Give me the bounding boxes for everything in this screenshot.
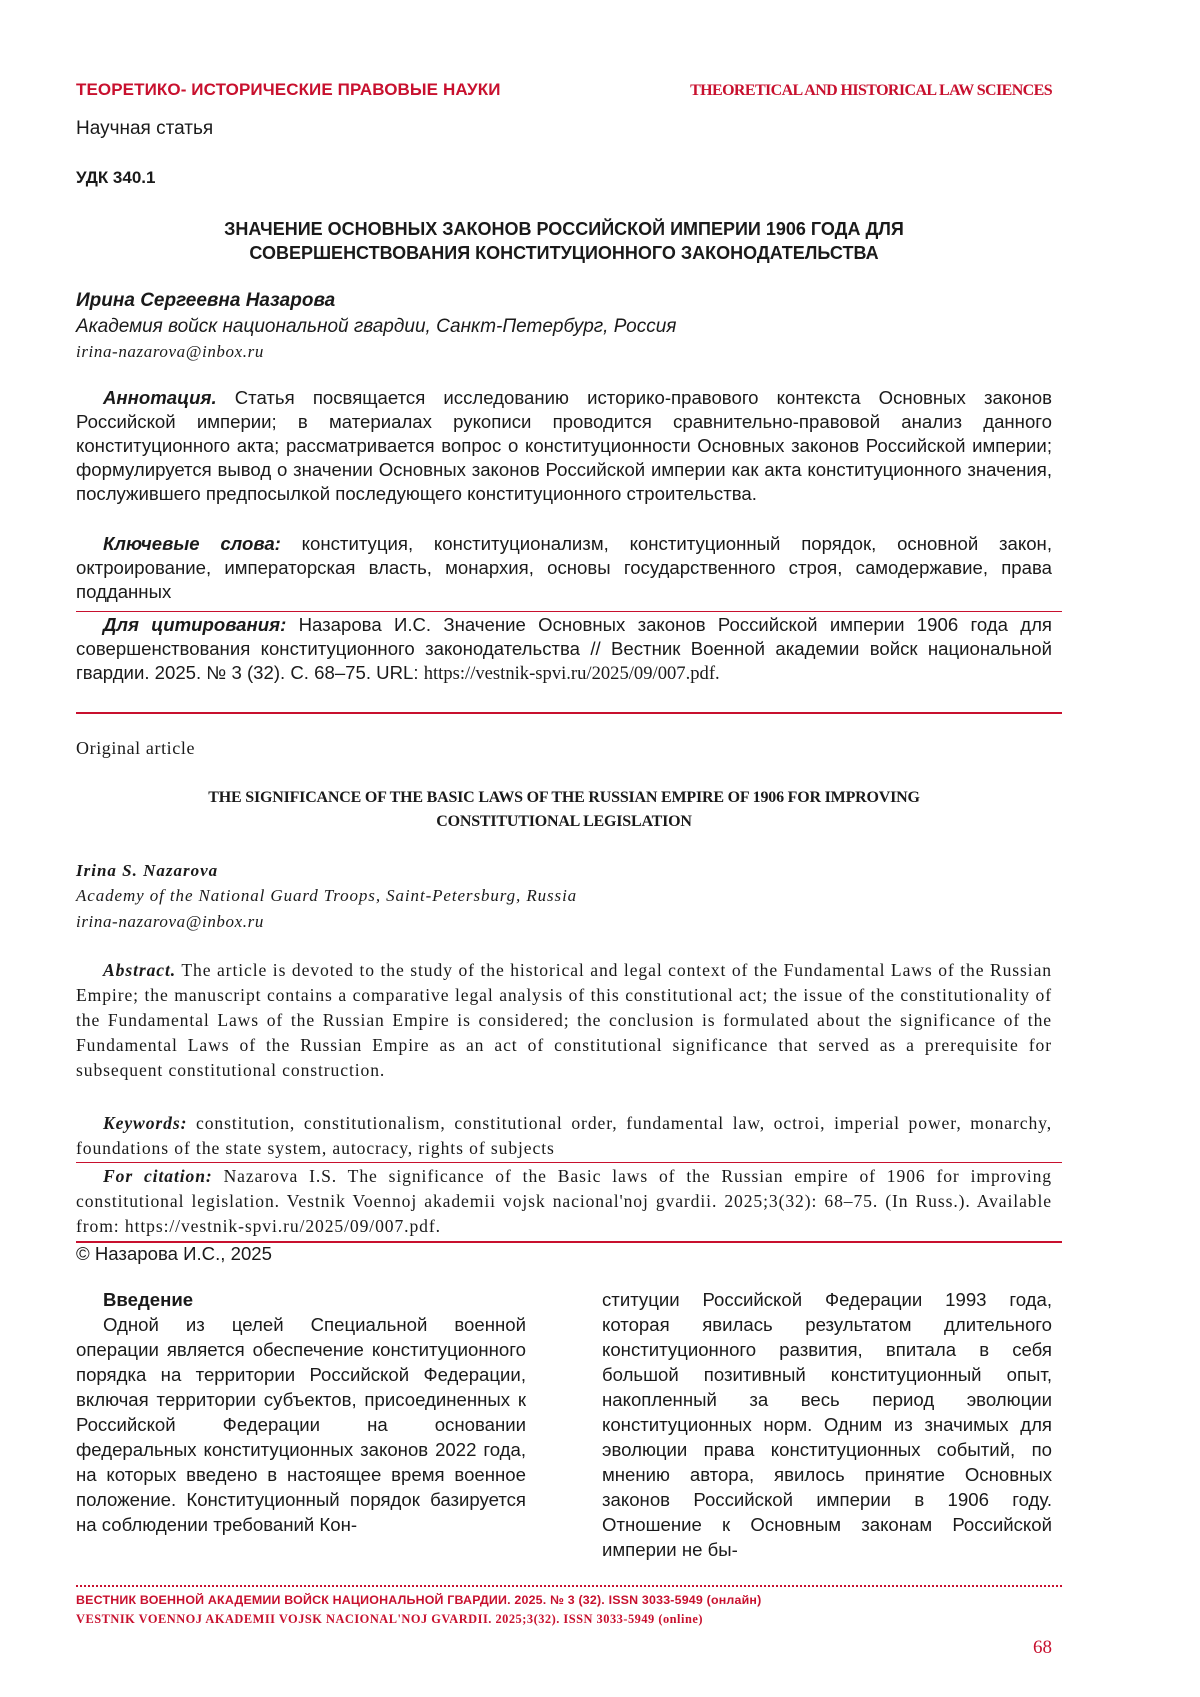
abstract-en [76, 958, 1052, 1083]
udc-code: УДК 340.1 [76, 168, 156, 187]
footer-divider [76, 1585, 1062, 1587]
footer-journal-en: VESTNIK VOENNOJ AKADEMII VOJSK NACIONAL'NOJ GVARDII. 2025;3(32). ISSN 3033-5949 (online) [76, 1612, 703, 1626]
keywords-text-en: constitution, constitutionalism, constitutional order, fundamental law, octroi, imperial power, monarchy, foundations of the state system, autocracy, rights of subjects [76, 1113, 1052, 1158]
citation-text-en: Nazarova I.S. The significance of the Basic laws of the Russian empire of 1906 for improving constitutional legislation. Vestnik Voennoj akademii vojsk nacional'noj gvardii. 2025;3(32): 68–75. (In Russ.). Available from: https://vestnik-spvi.ru/2025/09/007.pdf. [76, 1166, 1052, 1236]
footer-journal-ru: ВЕСТНИК ВОЕННОЙ АКАДЕМИИ ВОЙСК НАЦИОНАЛЬНОЙ ГВАРДИИ. 2025. № 3 (32). ISSN 3033-5949 (онлайн) [76, 1593, 762, 1607]
page-number: 68 [1033, 1637, 1052, 1658]
citation-label-ru: Для цитирования: [103, 614, 287, 635]
divider-citation-ru-bottom [76, 712, 1062, 714]
divider-citation-ru-top [76, 611, 1062, 612]
article-type-ru: Научная статья [76, 118, 214, 139]
body-paragraph-right: ституции Российской Федерации 1993 года, которая явилась результатом длительного конституционного развития, впитала в себя большой позитивный конституционный опыт, накопленный за весь период эволюции конституционных норм. Одним из значимых для эволюции права конституционных событий, по мнению автора, явилось принятие Основных законов Российской империи в 1906 году. Отношение к Основным законам Российской империи не бы- [602, 1289, 1052, 1560]
article-title-en [76, 786, 1052, 834]
section-heading-ru: ТЕОРЕТИКО- ИСТОРИЧЕСКИЕ ПРАВОВЫЕ НАУКИ [76, 80, 501, 99]
article-type-en: Original article [76, 738, 196, 758]
abstract-text-ru: Статья посвящается исследованию историко-правового контекста Основных законов Российской империи; в материалах рукописи проводится сравнительно-правовой анализ данного конституционного акта; рассматривается вопрос о конституционности Основных законов Российской империи; формулируется вывод о значении Основных законов Российской империи как акта конституционного значения, послужившего предпосылкой последующего конституционного строительства. [76, 387, 1053, 504]
copyright-notice: © Назарова И.С., 2025 [76, 1243, 272, 1264]
keywords-en [76, 1111, 1052, 1161]
article-title-ru-line-2: СОВЕРШЕНСТВОВАНИЯ КОНСТИТУЦИОННОГО ЗАКОНОДАТЕЛЬСТВА [249, 243, 879, 263]
author-email-en[interactable]: irina-nazarova@inbox.ru [76, 912, 264, 931]
section-heading-en: THEORETICAL AND HISTORICAL LAW SCIENCES [690, 82, 1052, 99]
author-name-en: Irina S. Nazarova [76, 861, 219, 880]
article-title-en-line-2: CONSTITUTIONAL LEGISLATION [436, 813, 692, 830]
abstract-text-en: The article is devoted to the study of the historical and legal context of the Fundamental Laws of the Russian Empire; the manuscript contains a comparative legal analysis of this constitutional act; the issue of the constitutionality of the Fundamental Laws of the Russian Empire is considered; the conclusion is formulated about the significance of the Fundamental Laws of the Russian Empire as an act of constitutional significance that served as a prerequisite for subsequent constitutional construction. [76, 960, 1052, 1080]
citation-text-ru: Назарова И.С. Значение Основных законов Российской империи 1906 года для совершенствования конституционного законодательства // Вестник Военной академии войск национальной гвардии. 2025. № 3 (32). С. 68–75. URL: [76, 614, 1052, 683]
body-paragraph-left: Одной из целей Специальной военной операции является обеспечение конституционного порядка на территории Российской Федерации, включая территории субъектов, присоединенных к Российской Федерации на основании федеральных конституционных законов 2022 года, на которых введено в настоящее время военное положение. Конституционный порядок базируется на соблюдении требований Кон- [76, 1314, 526, 1535]
body-column-right [602, 1287, 1052, 1562]
citation-url-ru[interactable]: https://vestnik-spvi.ru/2025/09/007.pdf. [423, 663, 720, 684]
keywords-ru [76, 532, 1052, 604]
abstract-label-en: Abstract. [103, 960, 177, 980]
body-column-left [76, 1287, 526, 1537]
citation-ru [76, 613, 1052, 686]
author-affiliation-en: Academy of the National Guard Troops, Saint-Petersburg, Russia [76, 886, 578, 905]
author-email-ru[interactable]: irina-nazarova@inbox.ru [76, 342, 264, 361]
citation-en [76, 1164, 1052, 1239]
article-title-en-line-1: THE SIGNIFICANCE OF THE BASIC LAWS OF THE RUSSIAN EMPIRE OF 1906 FOR IMPROVING [208, 789, 920, 806]
abstract-label-ru: Аннотация. [103, 387, 217, 408]
keywords-label-en: Keywords: [103, 1113, 188, 1133]
article-title-ru-line-1: ЗНАЧЕНИЕ ОСНОВНЫХ ЗАКОНОВ РОССИЙСКОЙ ИМПЕРИИ 1906 ГОДА ДЛЯ [224, 219, 904, 239]
citation-label-en: For citation: [103, 1166, 213, 1186]
abstract-ru [76, 386, 1052, 506]
keywords-label-ru: Ключевые слова: [103, 533, 281, 554]
divider-citation-en-top [76, 1162, 1062, 1163]
article-title-ru [76, 217, 1052, 265]
author-affiliation-ru: Академия войск национальной гвардии, Санкт-Петербург, Россия [76, 316, 677, 337]
section-heading-introduction: Введение [103, 1289, 194, 1310]
keywords-text-ru: конституция, конституционализм, конституционный порядок, основной закон, октроирование, императорская власть, монархия, основы государственного строя, самодержавие, права подданных [76, 533, 1052, 602]
author-name-ru: Ирина Сергеевна Назарова [76, 290, 336, 311]
